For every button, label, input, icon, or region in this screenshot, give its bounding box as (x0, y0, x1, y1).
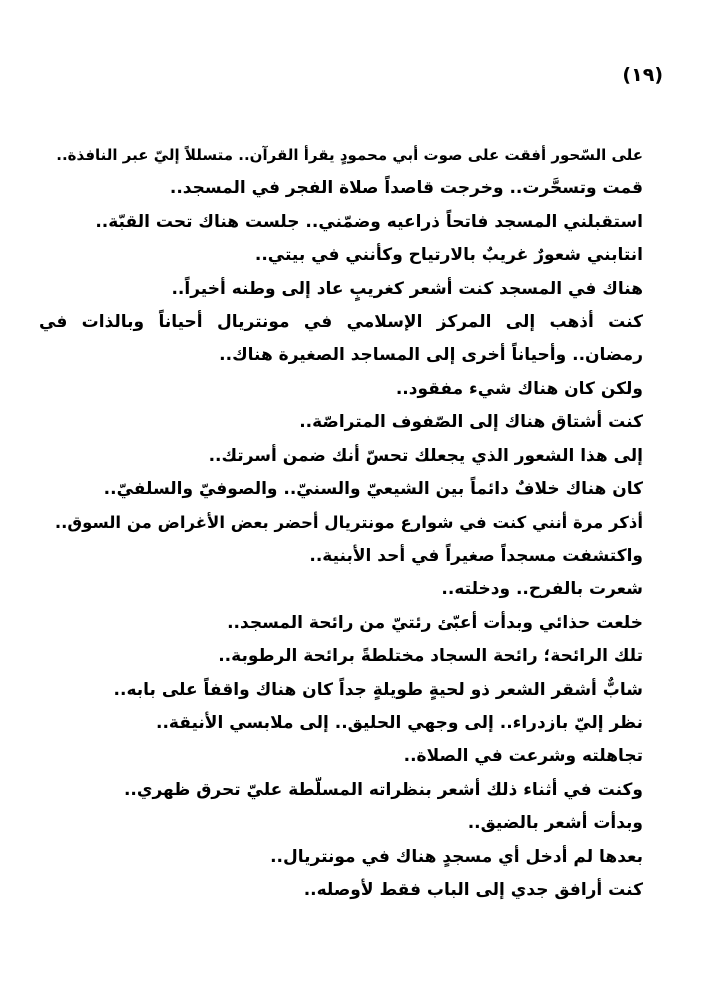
paragraph: بعدها لم أدخل أي مسجدٍ هناك في مونتريال.. (270, 846, 643, 867)
paragraph: قمت وتسحَّرت.. وخرجت قاصداً صلاة الفجر في المسجد.. (169, 178, 643, 199)
paragraph: انتابني شعورٌ غريبٌ بالارتياح وكأنني في بيتي.. (254, 245, 643, 266)
paragraph: شعرت بالفرح.. ودخلته.. (441, 579, 643, 600)
paragraph: واكتشفت مسجداً صغيراً في أحد الأبنية.. (309, 545, 643, 566)
paragraph: تلك الرائحة؛ رائحة السجاد مختلطةً برائحة الرطوبة.. (218, 646, 643, 667)
paragraph: كنت أرافق جدي إلى الباب فقط لأوصله.. (303, 879, 643, 900)
paragraph: ولكن كان هناك شيء مفقود.. (395, 378, 643, 399)
paragraph: نظر إليّ بازدراء.. إلى وجهي الحليق.. إلى ملابسي الأنيقة.. (156, 712, 643, 733)
paragraph: كنت أشتاق هناك إلى الصّفوف المتراصّة.. (299, 412, 643, 433)
paragraph: خلعت حذائي وبدأت أعبّئ رئتيّ من رائحة المسجد.. (227, 612, 643, 633)
paragraph: كان هناك خلافٌ دائماً بين الشيعيّ والسنيّ.. والصوفيّ والسلفيّ.. (103, 479, 643, 500)
paragraph: استقبلني المسجد فاتحاً ذراعيه وضمّني.. جلست هناك تحت القبّة.. (95, 211, 643, 232)
paragraph: وكنت في أثناء ذلك أشعر بنظراته المسلّطة عليّ تحرق ظهري.. (123, 779, 643, 800)
paragraph: كنت أذهب إلى المركز الإسلامي في مونتريال أحياناً وبالذات في رمضان.. وأحياناً أخرى إلى المساجد الصغيرة هناك.. (39, 312, 643, 366)
text-body (39, 139, 663, 907)
paragraph: على السّحور أفقت على صوت أبي محمودٍ يقرأ القرآن.. متسللاً إليّ عبر النافذة.. (56, 146, 643, 164)
paragraph: تجاهلته وشرعت في الصلاة.. (403, 746, 643, 767)
paragraph: هناك في المسجد كنت أشعر كغريبٍ عاد إلى وطنه أخيراً.. (171, 278, 643, 299)
paragraph: وبدأت أشعر بالضيق.. (467, 813, 643, 834)
paragraph: شابٌّ أشقر الشعر ذو لحيةٍ طويلةٍ جداً كان هناك واقفاً على بابه.. (113, 679, 643, 700)
page-number: (١٩) (622, 64, 663, 86)
paragraph: إلى هذا الشعور الذي يجعلك تحسّ أنك ضمن أسرتك.. (208, 445, 643, 466)
paragraph: أذكر مرة أنني كنت في شوارع مونتريال أحضر بعض الأغراض من السوق.. (54, 513, 643, 533)
